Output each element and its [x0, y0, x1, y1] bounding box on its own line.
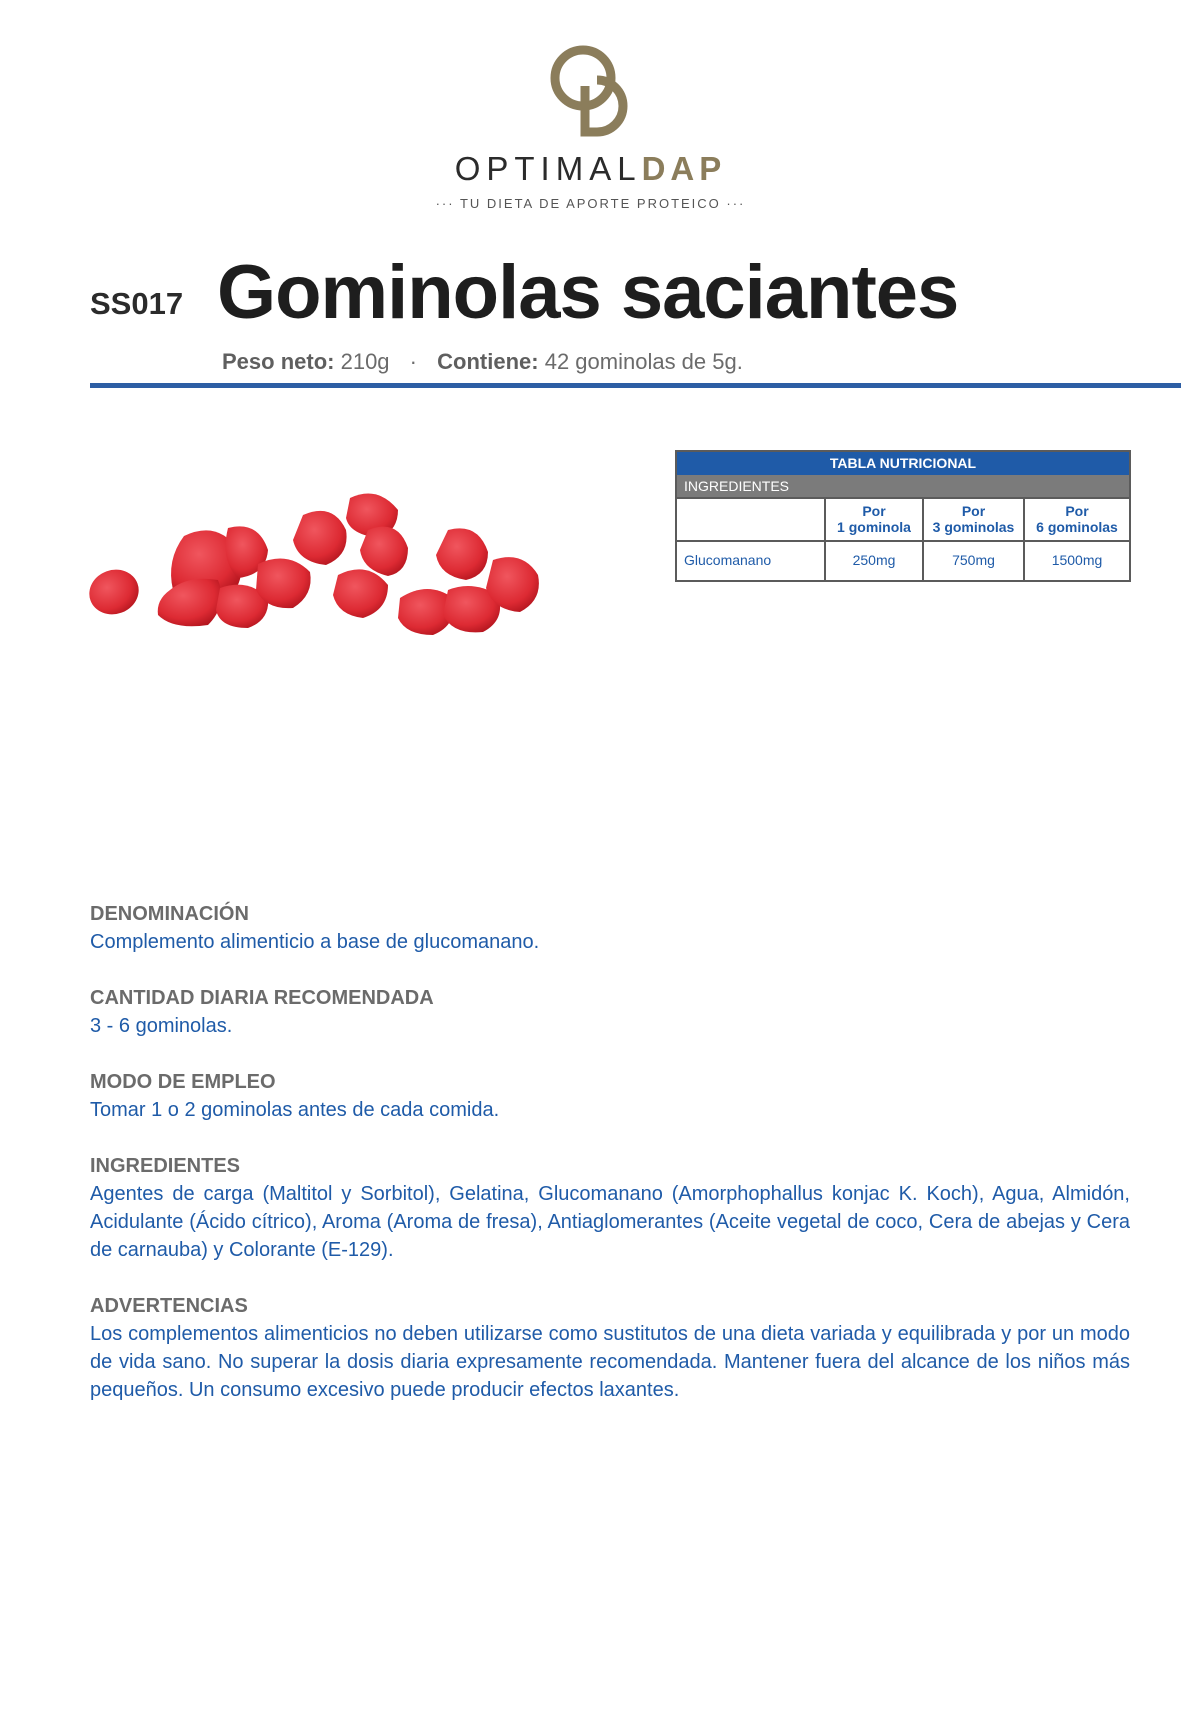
od-monogram-icon — [545, 40, 637, 138]
table-row — [677, 540, 1129, 580]
col-label-line2: 1 gominola — [837, 519, 911, 535]
col-label-line2: 3 gominolas — [932, 519, 1015, 535]
title-divider — [90, 383, 1181, 388]
brand-logo — [0, 40, 1181, 211]
nutrition-table-corner — [677, 499, 826, 540]
nutrition-table-section: INGREDIENTES — [677, 475, 1129, 497]
product-info-sections — [90, 900, 1130, 1432]
section-cantidad — [90, 984, 1130, 1040]
brand-name — [0, 150, 1181, 188]
ingredient-value: 250mg — [826, 542, 924, 580]
section-text: 3 - 6 gominolas. — [90, 1015, 233, 1037]
product-subtitle — [222, 349, 743, 375]
ingredient-value: 1500mg — [1051, 552, 1103, 568]
product-title: Gominolas saciantes — [217, 250, 959, 335]
nutrition-col-3 — [1025, 499, 1129, 540]
contiene-value: 42 gominolas de 5g. — [544, 349, 743, 374]
peso-label: Peso neto: — [222, 349, 335, 374]
section-heading: INGREDIENTES — [90, 1155, 241, 1177]
section-ingredientes — [90, 1152, 1130, 1264]
section-modo — [90, 1068, 1130, 1124]
nutrition-table-title: TABLA NUTRICIONAL — [677, 452, 1129, 475]
section-heading: MODO DE EMPLEO — [90, 1071, 276, 1093]
section-text: Agentes de carga (Maltitol y Sorbitol), Gelatina, Glucomanano (Amorphophallus konjac K. Koch), Agua, Almidón, Acidulante (Ácido cítrico), Aroma (Aroma de fresa), Antiaglomerantes (Aceite vegetal de coco, Cera de abejas y Cera de carnauba) y Colorante (E-129). — [90, 1183, 1130, 1261]
section-heading: ADVERTENCIAS — [90, 1295, 248, 1317]
col-label-line2: 6 gominolas — [1036, 519, 1118, 535]
separator: · — [409, 349, 417, 374]
contiene-label: Contiene: — [437, 349, 539, 374]
nutrition-table-header-row — [677, 497, 1129, 540]
nutrition-col-1 — [826, 499, 924, 540]
gummies-product-image — [88, 480, 563, 650]
brand-name-part1: OPTIMAL — [454, 150, 642, 187]
col-label-line1: Por — [1065, 503, 1089, 519]
ingredient-value: 750mg — [924, 542, 1025, 580]
peso-value: 210g — [340, 349, 390, 374]
section-denominacion — [90, 900, 1130, 956]
section-heading: DENOMINACIÓN — [90, 903, 249, 925]
col-label-line1: Por — [961, 503, 986, 519]
nutrition-table — [675, 450, 1131, 582]
brand-tagline: ··· TU DIETA DE APORTE PROTEICO ··· — [435, 196, 746, 211]
section-text: Tomar 1 o 2 gominolas antes de cada comida. — [90, 1099, 500, 1121]
brand-name-part2: DAP — [641, 150, 727, 187]
section-heading: CANTIDAD DIARIA RECOMENDADA — [90, 987, 434, 1009]
section-text: Los complementos alimenticios no deben utilizarse como sustitutos de una dieta variada y equilibrada y por un modo de vida sano. No superar la dosis diaria expresamente recomendada. Mantener fuera del alcance de los niños más pequeños. Un consumo excesivo puede producir efectos laxantes. — [90, 1323, 1130, 1401]
section-advertencias — [90, 1292, 1130, 1404]
section-text: Complemento alimenticio a base de glucomanano. — [90, 931, 540, 953]
ingredient-name: Glucomanano — [677, 542, 826, 580]
nutrition-col-2 — [924, 499, 1025, 540]
col-label-line1: Por — [862, 503, 886, 519]
product-code: SS017 — [90, 286, 184, 321]
